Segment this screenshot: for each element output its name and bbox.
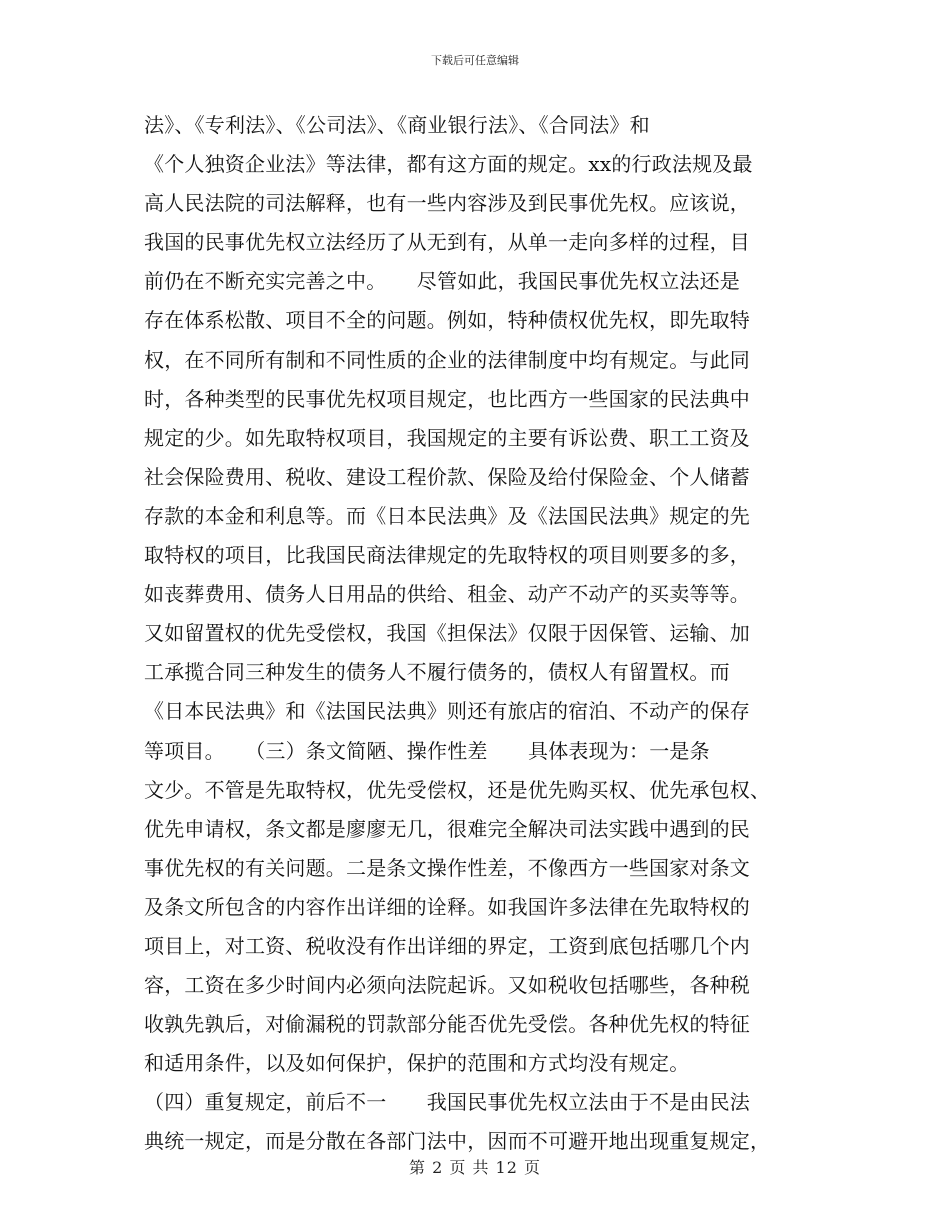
text-line: 又如留置权的优先受偿权，我国《担保法》仅限于因保管、运输、加 xyxy=(144,621,750,646)
text-line: 如丧葬费用、债务人日用品的供给、租金、动产不动产的买卖等等。 xyxy=(144,582,750,607)
text-line: 典统一规定，而是分散在各部门法中，因而不可避开地出现重复规定， xyxy=(144,1129,771,1154)
text-line: 事优先权的有关问题。二是条文操作性差，不像西方一些国家对条文 xyxy=(144,855,750,880)
text-line: 存款的本金和利息等。而《日本民法典》及《法国民法典》规定的先 xyxy=(144,503,750,528)
text-line: 高人民法院的司法解释，也有一些内容涉及到民事优先权。应该说， xyxy=(144,191,750,216)
text-line: 时，各种类型的民事优先权项目规定，也比西方一些国家的民法典中 xyxy=(144,386,750,411)
text-line: 文少。不管是先取特权，优先受偿权，还是优先购买权、优先承包权、 xyxy=(144,777,771,802)
text-line: 优先申请权，条文都是廖廖无几，很难完全解决司法实践中遇到的民 xyxy=(144,816,750,841)
text-line: 项目上，对工资、税收没有作出详细的界定，工资到底包括哪几个内 xyxy=(144,933,750,958)
text-line: 《日本民法典》和《法国民法典》则还有旅店的宿泊、不动产的保存 xyxy=(144,699,750,724)
page-header-note: 下载后可任意编辑 xyxy=(431,54,519,67)
text-line: 我国的民事优先权立法经历了从无到有，从单一走向多样的过程，目 xyxy=(144,230,750,255)
text-line: 前仍在不断充实完善之中。 尽管如此，我国民事优先权立法还是 xyxy=(144,269,740,294)
text-line: 收孰先孰后，对偷漏税的罚款部分能否优先受偿。各种优先权的特征 xyxy=(144,1012,750,1037)
text-line: 存在体系松散、项目不全的问题。例如，特种债权优先权，即先取特 xyxy=(144,308,750,333)
text-line: 取特权的项目，比我国民商法律规定的先取特权的项目则要多的多， xyxy=(144,543,750,568)
document-body xyxy=(144,106,824,1162)
text-line: 《个人独资企业法》等法律，都有这方面的规定。xx的行政法规及最 xyxy=(144,152,753,177)
text-line: 规定的少。如先取特权项目，我国规定的主要有诉讼费、职工工资及 xyxy=(144,425,750,450)
text-line: 等项目。 （三）条文简陋、操作性差 具体表现为：一是条 xyxy=(144,738,710,763)
text-line: 容，工资在多少时间内必须向法院起诉。又如税收包括哪些，各种税 xyxy=(144,973,750,998)
text-line: 及条文所包含的内容作出详细的诠释。如我国许多法律在先取特权的 xyxy=(144,894,750,919)
page-number-footer: 第 2 页 共 12 页 xyxy=(409,1158,541,1177)
text-line: 工承揽合同三种发生的债务人不履行债务的，债权人有留置权。而 xyxy=(144,660,730,685)
text-line: 和适用条件，以及如何保护，保护的范围和方式均没有规定。 xyxy=(144,1051,690,1076)
text-line: （四）重复规定，前后不一 我国民事优先权立法由于不是由民法 xyxy=(144,1090,750,1115)
text-line: 权，在不同所有制和不同性质的企业的法律制度中均有规定。与此同 xyxy=(144,347,750,372)
text-line: 法》、《专利法》、《公司法》、《商业银行法》、《合同法》和 xyxy=(144,113,650,137)
text-line: 社会保险费用、税收、建设工程价款、保险及给付保险金、个人储蓄 xyxy=(144,464,750,489)
